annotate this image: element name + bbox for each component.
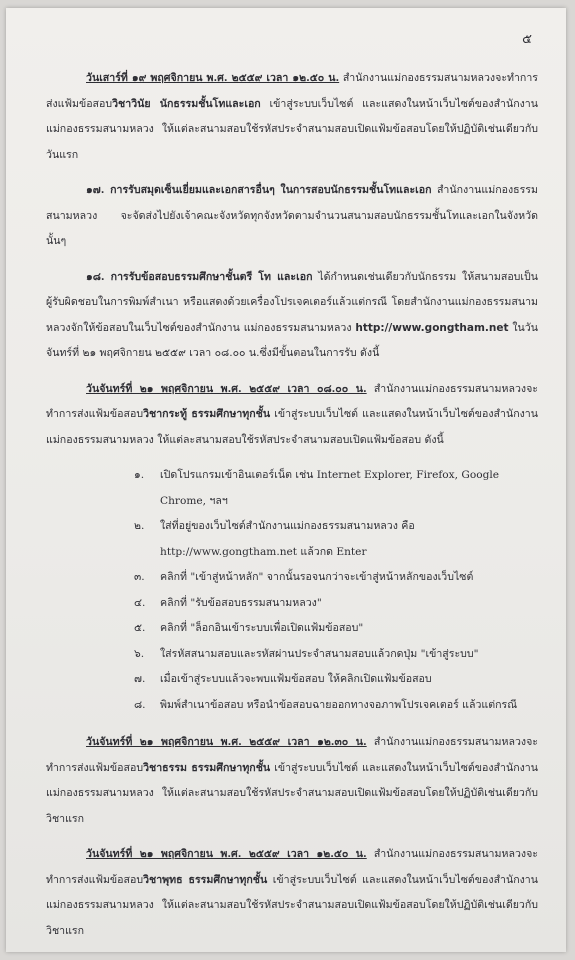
paragraph-text: สำนักงานแม่กองธรรมสนามหลวงจะทำการส่งแฟ้มข้อสอบ [46,848,538,886]
step-text: เปิดโปรแกรมเข้าอินเตอร์เน็ต เช่น Internet Explorer, Firefox, Google Chrome, ฯลฯ [160,469,500,507]
page-number: ๕ [522,32,532,47]
step-text: คลิกที่ "เข้าสู่หน้าหลัก" จากนั้นรอจนกว่าจะเข้าสู่หน้าหลักของเว็บไซต์ [160,571,474,583]
list-item [134,616,538,642]
step-number: ๕. [134,622,146,634]
date-heading: วันจันทร์ที่ ๒๑ พฤศจิกายน พ.ศ. ๒๕๕๙ เวลา ๐๘.๐๐ น. [86,382,367,395]
list-item [134,591,538,617]
paragraph-text: เข้าสู่ระบบเว็บไซต์ และแสดงในหน้าเว็บไซต์ของสำนักงานแม่กองธรรมสนามหลวง ให้แต่ละสนามสอบใช้รหัสประจำสนามสอบเปิดแฟ้มข้อสอบ ดังนี้ [46,408,538,446]
paragraph-text: เข้าสู่ระบบเว็บไซต์ และแสดงในหน้าเว็บไซต์ของสำนักงานแม่กองธรรมสนามหลวง ให้แต่ละสนามสอบใช้รหัสประจำสนามสอบเปิดแฟ้มข้อสอบโดยให้ปฏิบัติเช่นเดียวกับวิชาแรก [46,873,538,937]
step-number: ๘. [134,698,146,711]
paragraph-17 [46,178,538,255]
step-text: ใส่ที่อยู่ของเว็บไซต์สำนักงานแม่กองธรรมสนามหลวง คือ http://www.gongtham.net แล้วกด Enter [160,520,415,558]
paragraph-text: เข้าสู่ระบบเว็บไซต์ และแสดงในหน้าเว็บไซต์ของสำนักงานแม่กองธรรมสนามหลวง ให้แต่ละสนามสอบใช้รหัสประจำสนามสอบเปิดแฟ้มข้อสอบโดยให้ปฏิบัติเช่นเดียวกับวิชาแรก [46,761,538,825]
paragraph-mon-buddha [46,842,538,944]
step-number: ๗. [134,673,146,685]
document-body [46,66,538,952]
paragraph-18 [46,265,538,367]
step-text: พิมพ์สำเนาข้อสอบ หรือนำข้อสอบฉายออกทางจอภาพโปรเจคเตอร์ แล้วแต่กรณี [160,698,518,711]
section-heading-17: ๑๗. การรับสมุดเซ็นเยี่ยมและเอกสารอื่นๆ ในการสอบนักธรรมชั้นโทและเอก [86,184,432,196]
list-item [134,463,538,514]
paragraph-text: ในวันจันทร์ที่ ๒๑ พฤศจิกายน ๒๕๕๙ เวลา ๐๘.๐๐ น.ซึ่งมีขั้นตอนในการรับ ดังนี้ [46,321,538,359]
paragraph-text: สำนักงานแม่กองธรรมสนามหลวง จะจัดส่งไปยังเจ้าคณะจังหวัดทุกจังหวัดตามจำนวนสนามสอบนักธรรมชั้นโทและเอกในจังหวัดนั้นๆ [46,184,538,247]
step-number: ๑. [134,469,145,481]
step-number: ๔. [134,596,146,609]
section-heading-18: ๑๘. การรับข้อสอบธรรมศึกษาชั้นตรี โท และเอก [86,270,313,283]
paragraph-sat-vinaya [46,66,538,168]
subject-name: วิชาวินัย นักธรรมชั้นโทและเอก [112,97,261,110]
paragraph-text: ได้กำหนดเช่นเดียวกับนักธรรม ให้สนามสอบเป็นผู้รับผิดชอบในการพิมพ์สำเนา หรือแสดงด้วยเครื่องโปรเจคเตอร์แล้วแต่กรณี โดยสำนักงานแม่กองธรรมสนามหลวงจักให้ข้อสอบในเว็บไซต์ของสำนักงาน แม่กองธรรมสนามหลวง [46,270,538,334]
paragraph-text: สำนักงานแม่กองธรรมสนามหลวงจะทำการส่งแฟ้มข้อสอบ [46,72,538,110]
website-url: http://www.gongtham.net [355,321,509,334]
list-item [134,642,538,668]
subject-name: วิชาธรรม ธรรมศึกษาทุกชั้น [143,761,271,774]
date-heading: วันจันทร์ที่ ๒๑ พฤศจิกายน พ.ศ. ๒๕๕๙ เวลา ๑๒.๓๐ น. [86,736,367,748]
step-number: ๖. [134,647,145,660]
step-number: ๓. [134,571,145,583]
subject-name: วิชากระทู้ ธรรมศึกษาทุกชั้น [143,408,271,420]
paragraph-mon-kratu [46,377,538,454]
list-item [134,514,538,565]
paragraph-mon-dhamma [46,730,538,832]
date-heading: วันเสาร์ที่ ๑๙ พฤศจิกายน พ.ศ. ๒๕๕๙ เวลา ๑๒.๕๐ น. [86,72,340,84]
list-item [134,667,538,693]
list-item [134,565,538,591]
subject-name: วิชาพุทธ ธรรมศึกษาทุกชั้น [143,873,268,886]
paragraph-text: เข้าสู่ระบบเว็บไซต์ และแสดงในหน้าเว็บไซต์ของสำนักงานแม่กองธรรมสนามหลวง ให้แต่ละสนามสอบใช้รหัสประจำสนามสอบเปิดแฟ้มข้อสอบโดยให้ปฏิบัติเช่นเดียวกับวันแรก [46,97,538,161]
step-text: ใส่รหัสสนามสอบและรหัสผ่านประจำสนามสอบแล้วกดปุ่ม "เข้าสู่ระบบ" [160,647,479,660]
step-text: คลิกที่ "รับข้อสอบธรรมสนามหลวง" [160,596,322,609]
paragraph-text: สำนักงานแม่กองธรรมสนามหลวงจะทำการส่งแฟ้มข้อสอบ [46,736,538,774]
date-heading: วันจันทร์ที่ ๒๑ พฤศจิกายน พ.ศ. ๒๕๕๙ เวลา ๑๒.๕๐ น. [86,848,367,860]
paragraph-text: สำนักงานแม่กองธรรมสนามหลวงจะทำการส่งแฟ้มข้อสอบ [46,382,538,420]
step-number: ๒. [134,520,145,532]
document-page [6,8,566,952]
step-text: คลิกที่ "ล็อกอินเข้าระบบเพื่อเปิดแฟ้มข้อสอบ" [160,622,364,634]
step-text: เมื่อเข้าสู่ระบบแล้วจะพบแฟ้มข้อสอบ ให้คลิกเปิดแฟ้มข้อสอบ [160,673,432,685]
steps-list [46,463,538,718]
list-item [134,693,538,719]
